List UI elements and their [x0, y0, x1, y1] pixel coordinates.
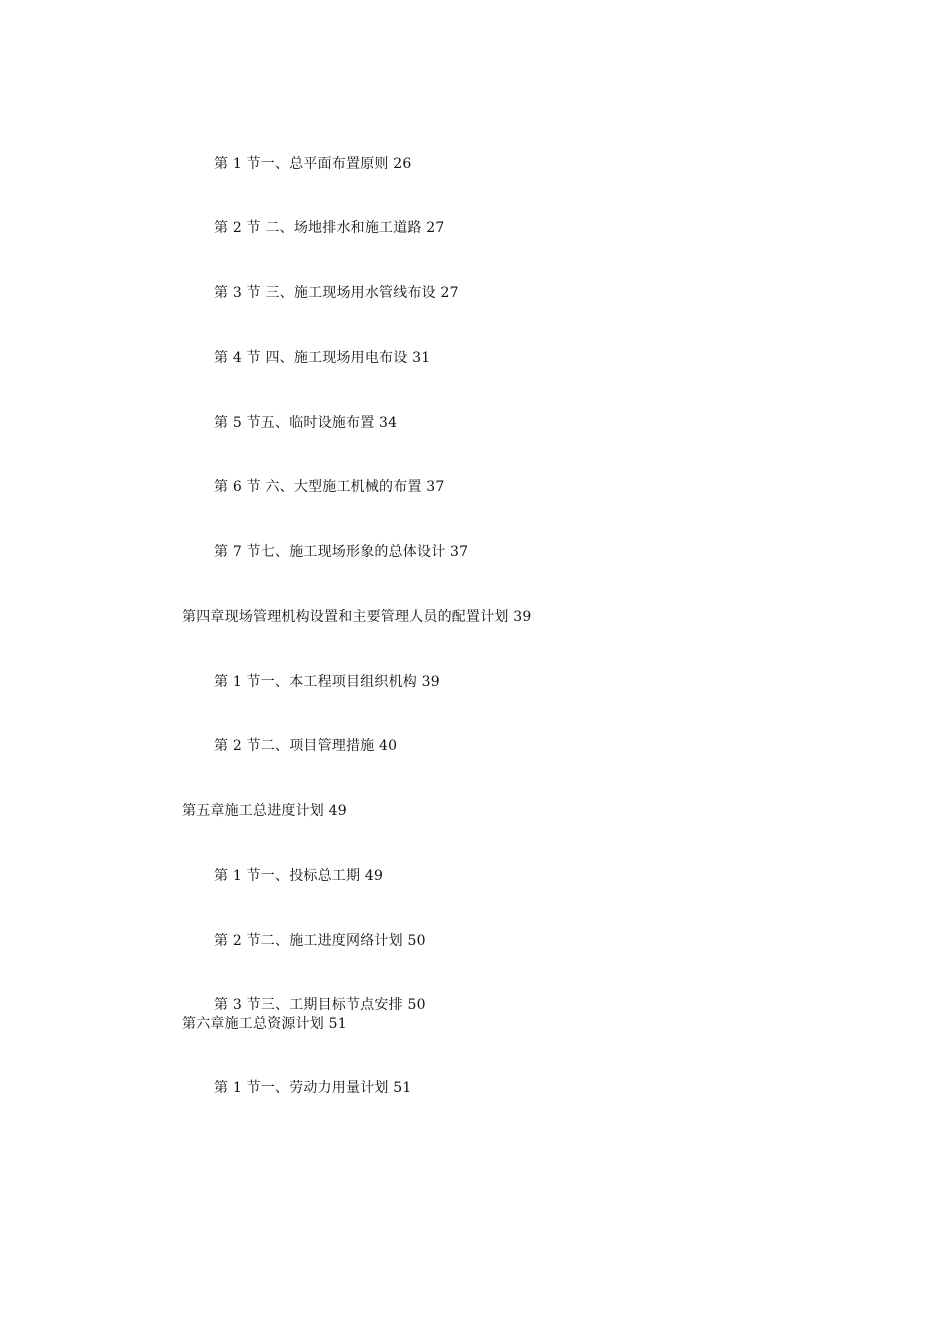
toc-entry-section[interactable]: 第 6 节 六、大型施工机械的布置 37 — [214, 479, 445, 495]
toc-entry-section[interactable]: 第 2 节二、项目管理措施 40 — [214, 738, 398, 754]
toc-entry-chapter[interactable]: 第六章施工总资源计划 51 — [182, 1016, 347, 1032]
toc-entry-chapter[interactable]: 第四章现场管理机构设置和主要管理人员的配置计划 39 — [182, 609, 532, 625]
toc-entry-section[interactable]: 第 4 节 四、施工现场用电布设 31 — [214, 350, 431, 366]
toc-entry-section[interactable]: 第 1 节一、本工程项目组织机构 39 — [214, 674, 440, 690]
toc-entry-chapter[interactable]: 第五章施工总进度计划 49 — [182, 803, 347, 819]
toc-entry-section[interactable]: 第 1 节一、投标总工期 49 — [214, 868, 384, 884]
toc-entry-section[interactable]: 第 7 节七、施工现场形象的总体设计 37 — [214, 544, 469, 560]
toc-entry-section[interactable]: 第 5 节五、临时设施布置 34 — [214, 415, 398, 431]
toc-entry-section[interactable]: 第 1 节一、劳动力用量计划 51 — [214, 1080, 412, 1096]
toc-entry-section[interactable]: 第 2 节二、施工进度网络计划 50 — [214, 933, 426, 949]
toc-entry-section[interactable]: 第 3 节 三、施工现场用水管线布设 27 — [214, 285, 459, 301]
toc-entry-section[interactable]: 第 2 节 二、场地排水和施工道路 27 — [214, 220, 445, 236]
toc-entry-section[interactable]: 第 3 节三、工期目标节点安排 50 — [214, 997, 426, 1013]
toc-entry-section[interactable]: 第 1 节一、总平面布置原则 26 — [214, 156, 412, 172]
